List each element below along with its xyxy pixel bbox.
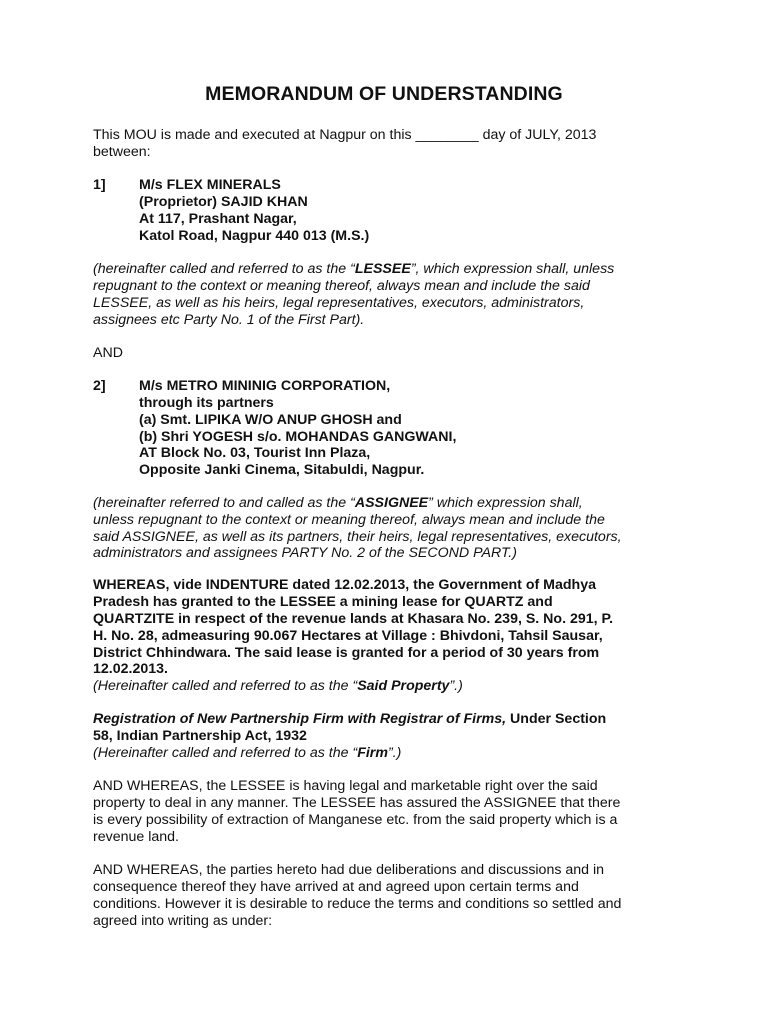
party1-name: M/s FLEX MINERALS — [139, 177, 281, 193]
whereas3-line-4: agreed into writing as under: — [93, 913, 273, 929]
party2-desc-line-3: said ASSIGNEE, as well as its partners, their heirs, legal representatives, executors, — [93, 529, 622, 545]
whereas2-line-3: is every possibility of extraction of Manganese etc. from the said property which is a — [93, 812, 618, 828]
whereas1-line-6: 12.02.2013. — [93, 661, 168, 677]
party1-number: 1] — [93, 177, 106, 193]
party1-desc-line-1: (hereinafter called and referred to as the “LESSEE”, which expression shall, unless — [93, 261, 615, 277]
party2-desc-line-2: unless repugnant to the context or meaning thereof, always mean and include the — [93, 512, 605, 528]
intro-line-2: between: — [93, 144, 151, 160]
party1-proprietor: (Proprietor) SAJID KHAN — [139, 194, 308, 210]
and-separator: AND — [93, 345, 123, 361]
firm-term: Firm — [357, 745, 388, 761]
whereas3-line-2: consequence thereof they have arrived at and agreed upon certain terms and — [93, 879, 579, 895]
party2-desc-line-1: (hereinafter referred to and called as the “ASSIGNEE” which expression shall, — [93, 495, 583, 511]
registration-line-2: 58, Indian Partnership Act, 1932 — [93, 728, 307, 744]
party1-address-2: Katol Road, Nagpur 440 013 (M.S.) — [139, 228, 370, 244]
party2-partner-b: (b) Shri YOGESH s/o. MOHANDAS GANGWANI, — [139, 429, 457, 445]
registration-line-1: Registration of New Partnership Firm with Registrar of Firms, Under Section — [93, 711, 607, 727]
party1-desc-line-4: assignees etc Party No. 1 of the First Part). — [93, 312, 365, 328]
document-title: MEMORANDUM OF UNDERSTANDING — [205, 83, 563, 105]
party2-partners-label: through its partners — [139, 395, 274, 411]
party2-number: 2] — [93, 378, 106, 394]
assignee-term: ASSIGNEE — [354, 495, 429, 511]
party1-address-1: At 117, Prashant Nagar, — [139, 211, 297, 227]
whereas2-line-2: property to deal in any manner. The LESSEE has assured the ASSIGNEE that there — [93, 795, 621, 811]
party2-desc-line-4: administrators and assignees PARTY No. 2 of the SECOND PART.) — [93, 545, 517, 561]
whereas3-line-1: AND WHEREAS, the parties hereto had due deliberations and discussions and in — [93, 862, 605, 878]
party2-address-1: AT Block No. 03, Tourist Inn Plaza, — [139, 445, 371, 461]
registration-heading: Registration of New Partnership Firm with Registrar of Firms, — [93, 711, 507, 727]
whereas2-line-1: AND WHEREAS, the LESSEE is having legal and marketable right over the said — [93, 778, 598, 794]
party1-desc-line-3: LESSEE, as well as his heirs, legal representatives, executors, administrators, — [93, 295, 585, 311]
party1-desc-line-2: repugnant to the context or meaning thereof, always mean and include the said — [93, 278, 590, 294]
said-property-term: Said Property — [357, 678, 450, 694]
party2-partner-a: (a) Smt. LIPIKA W/O ANUP GHOSH and — [139, 412, 402, 428]
party2-name: M/s METRO MININIG CORPORATION, — [139, 378, 391, 394]
said-property-note: (Hereinafter called and referred to as the “Said Property”.) — [93, 678, 463, 694]
whereas1-line-1: WHEREAS, vide INDENTURE dated 12.02.2013, the Government of Madhya — [93, 577, 596, 593]
firm-note: (Hereinafter called and referred to as the “Firm”.) — [93, 745, 402, 761]
whereas3-line-3: conditions. However it is desirable to reduce the terms and conditions so settled and — [93, 896, 622, 912]
whereas1-line-4: H. No. 28, admeasuring 90.067 Hectares at Village : Bhivdoni, Tahsil Sausar, — [93, 628, 603, 644]
party2-address-2: Opposite Janki Cinema, Sitabuldi, Nagpur. — [139, 462, 425, 478]
lessee-term: LESSEE — [354, 261, 411, 277]
whereas1-line-2: Pradesh has granted to the LESSEE a mining lease for QUARTZ and — [93, 594, 553, 610]
whereas1-line-3: QUARTZITE in respect of the revenue lands at Khasara No. 239, S. No. 291, P. — [93, 611, 614, 627]
whereas2-line-4: revenue land. — [93, 829, 179, 845]
whereas1-line-5: District Chhindwara. The said lease is granted for a period of 30 years from — [93, 645, 600, 661]
intro-line-1: This MOU is made and executed at Nagpur on this ________ day of JULY, 2013 — [93, 127, 597, 143]
